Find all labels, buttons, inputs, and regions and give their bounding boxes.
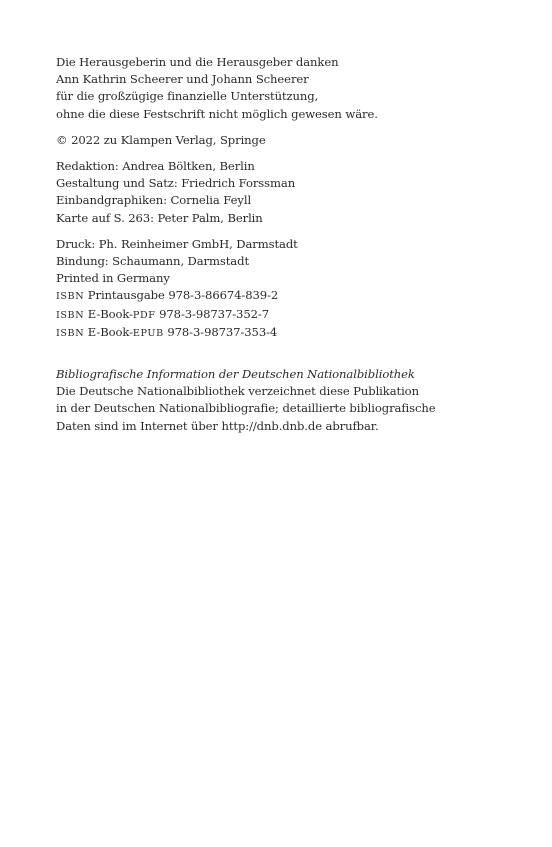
isbn-type: PDF bbox=[132, 309, 156, 321]
credits-block bbox=[56, 158, 526, 227]
bibliographic-block bbox=[56, 366, 526, 435]
acknowledgement-block bbox=[56, 54, 526, 123]
credit-line: Redaktion: Andrea Böltken, Berlin bbox=[56, 159, 255, 174]
acknowledgement-line: ohne die diese Festschrift nicht möglich gewesen wäre. bbox=[56, 106, 378, 121]
isbn-type: EPUB bbox=[132, 327, 164, 339]
isbn-line bbox=[56, 324, 526, 342]
isbn-label: E-Book- bbox=[84, 324, 133, 339]
isbn-label: E-Book- bbox=[84, 306, 133, 321]
bibliographic-line: Die Deutsche Nationalbibliothek verzeichnet diese Publikation bbox=[56, 384, 419, 399]
isbn-number: 978-3-86674-839-2 bbox=[168, 288, 279, 303]
isbn-prefix: ISBN bbox=[56, 291, 85, 303]
copyright-line: © 2022 zu Klampen Verlag, Springe bbox=[56, 132, 266, 147]
imprint-page bbox=[56, 54, 526, 435]
acknowledgement-line: für die großzügige finanzielle Unterstützung, bbox=[56, 89, 319, 104]
isbn-number: 978-3-98737-353-4 bbox=[163, 324, 278, 339]
credit-line: Gestaltung und Satz: Friedrich Forssman bbox=[56, 176, 296, 191]
bibliographic-line: Daten sind im Internet über http://dnb.dnb.de abrufbar. bbox=[56, 418, 379, 433]
isbn-line bbox=[56, 306, 526, 324]
isbn-prefix: ISBN bbox=[56, 327, 85, 339]
isbn-prefix: ISBN bbox=[56, 309, 85, 321]
acknowledgement-line: Die Herausgeberin und die Herausgeber danken bbox=[56, 55, 339, 69]
printing-line: Bindung: Schaumann, Darmstadt bbox=[56, 254, 249, 269]
credit-line: Karte auf S. 263: Peter Palm, Berlin bbox=[56, 210, 263, 225]
copyright-block bbox=[56, 132, 526, 149]
acknowledgement-line: Ann Kathrin Scheerer und Johann Scheerer bbox=[56, 72, 309, 87]
isbn-line bbox=[56, 287, 526, 305]
credit-line: Einbandgraphiken: Cornelia Feyll bbox=[56, 193, 252, 208]
printing-line: Druck: Ph. Reinheimer GmbH, Darmstadt bbox=[56, 236, 298, 251]
bibliographic-line: in der Deutschen Nationalbibliografie; detaillierte bibliografische bbox=[56, 401, 436, 416]
isbn-label: Printausgabe bbox=[84, 288, 169, 303]
bibliographic-heading: Bibliografische Information der Deutschen Nationalbibliothek bbox=[56, 367, 415, 382]
printing-line: Printed in Germany bbox=[56, 271, 170, 286]
isbn-number: 978-3-98737-352-7 bbox=[155, 306, 269, 321]
printing-block bbox=[56, 236, 526, 342]
